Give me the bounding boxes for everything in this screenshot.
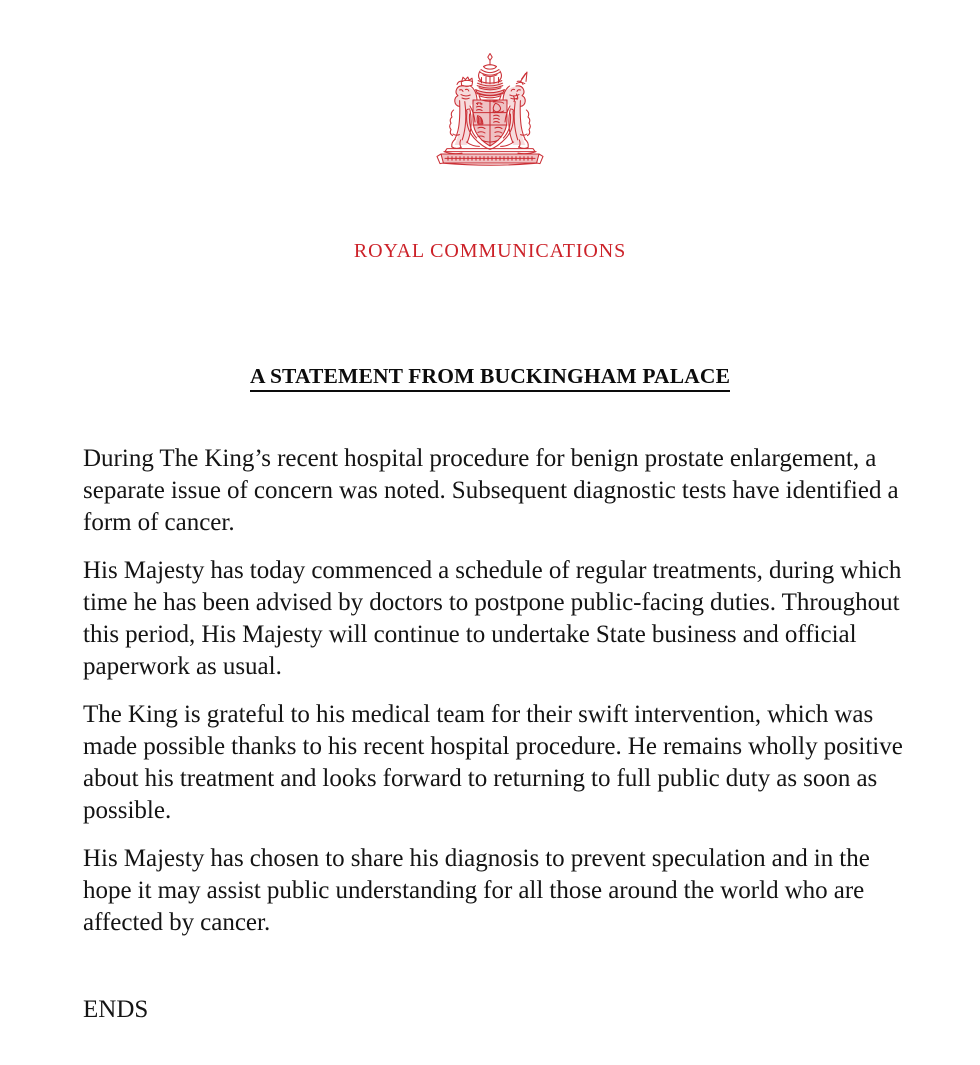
page-title	[0, 363, 980, 392]
masthead-title: ROYAL COMMUNICATIONS	[353, 240, 627, 262]
statement-body	[83, 443, 907, 939]
statement-paragraph: His Majesty has chosen to share his diagnosis to prevent speculation and in the hope it may assist public understanding for all those around the world who are affected by cancer.	[83, 845, 870, 936]
statement-paragraph: His Majesty has today commenced a schedule of regular treatments, during which time he has been advised by doctors to postpone public-facing duties. Throughout this period, His Majesty will continue to undertake State business and official paperwork as usual.	[83, 557, 902, 680]
statement-paragraph: The King is grateful to his medical team for their swift intervention, which was made possible thanks to his recent hospital procedure. He remains wholly positive about his treatment and looks forward to returning to full public duty as soon as possible.	[83, 701, 903, 824]
page-title-text: A STATEMENT FROM BUCKINGHAM PALACE	[250, 363, 730, 392]
statement-paragraph: During The King’s recent hospital procedure for benign prostate enlargement, a separate issue of concern was noted. Subsequent diagnostic tests have identified a form of cancer.	[83, 445, 899, 536]
royal-coat-of-arms-icon	[417, 50, 563, 176]
ends-marker: ENDS	[83, 996, 149, 1023]
crest-container	[0, 50, 980, 178]
